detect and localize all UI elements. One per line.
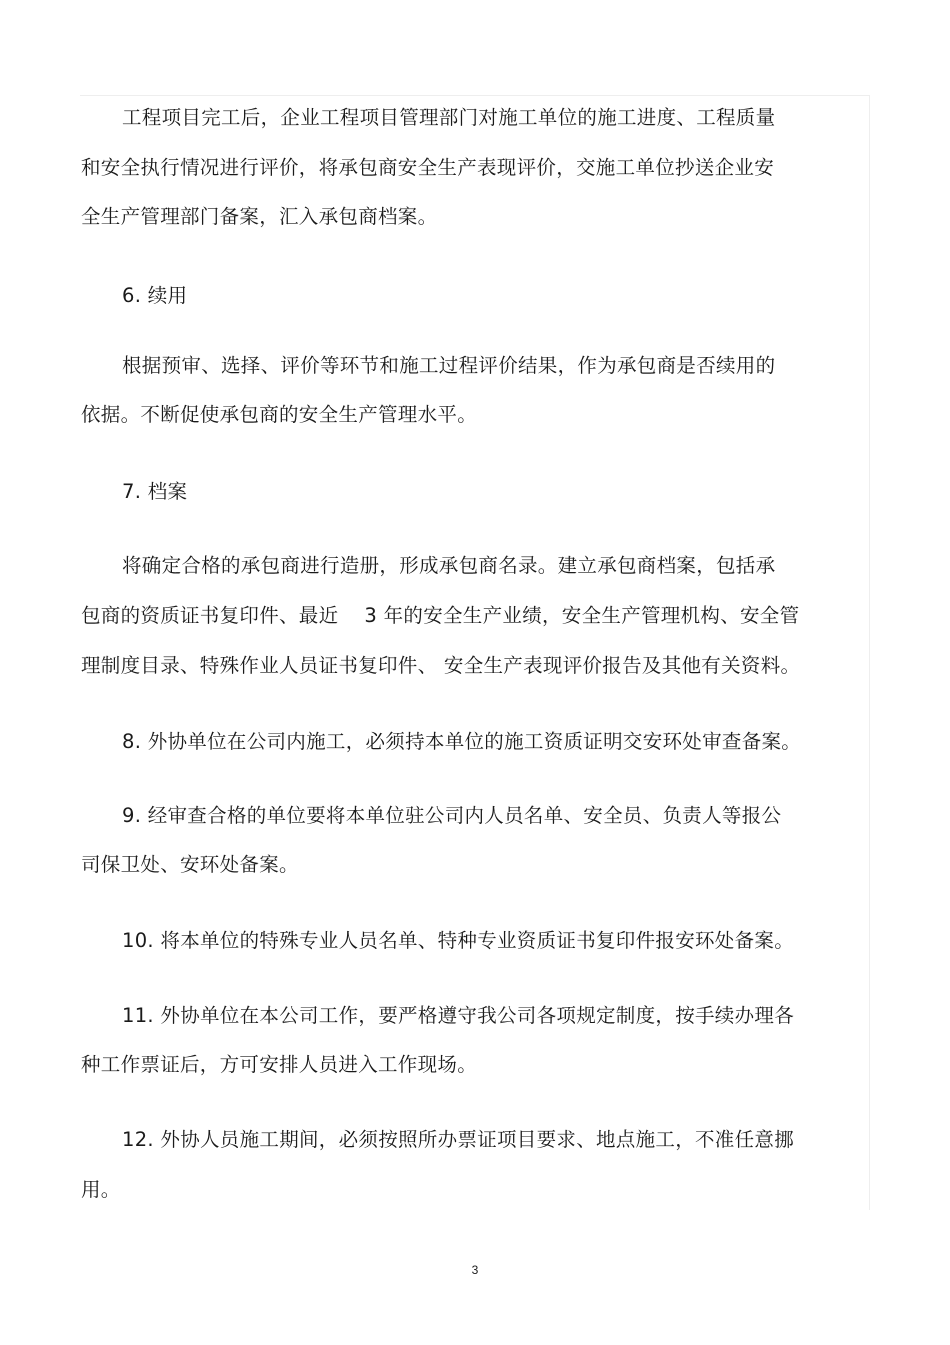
- heading-7-archive-line-1: 7. 档案: [122, 480, 188, 503]
- item-11-line-2: 种工作票证后，方可安排人员进入工作现场。: [81, 1053, 478, 1076]
- paragraph-archive-line-2: 包商的资质证书复印件、最近 3 年的安全生产业绩，安全生产管理机构、安全管: [81, 604, 800, 627]
- item-12-line-1: 12. 外协人员施工期间，必须按照所办票证项目要求、地点施工，不准任意挪: [122, 1128, 795, 1151]
- paragraph-archive-line-3: 理制度目录、特殊作业人员证书复印件、 安全生产表现评价报告及其他有关资料。: [81, 654, 801, 677]
- item-10-line-1: 10. 将本单位的特殊专业人员名单、特种专业资质证书复印件报安环处备案。: [122, 929, 795, 952]
- item-8-line-1: 8. 外协单位在公司内施工，必须持本单位的施工资质证明交安环处审查备案。: [122, 730, 802, 753]
- page-frame: [80, 95, 870, 1210]
- item-11-line-1: 11. 外协单位在本公司工作，要严格遵守我公司各项规定制度，按手续办理各: [122, 1004, 795, 1027]
- paragraph-archive-line-1: 将确定合格的承包商进行造册，形成承包商名录。建立承包商档案，包括承: [122, 554, 776, 577]
- page-number: 3: [471, 1263, 479, 1277]
- paragraph-evaluation-line-1: 工程项目完工后，企业工程项目管理部门对施工单位的施工进度、工程质量: [122, 106, 776, 129]
- item-9-line-2: 司保卫处、安环处备案。: [81, 853, 299, 876]
- heading-6-renewal-line-1: 6. 续用: [122, 284, 188, 307]
- paragraph-renewal-line-1: 根据预审、选择、评价等环节和施工过程评价结果，作为承包商是否续用的: [122, 354, 776, 377]
- paragraph-evaluation-line-3: 全生产管理部门备案，汇入承包商档案。: [81, 205, 438, 228]
- paragraph-renewal-line-2: 依据。不断促使承包商的安全生产管理水平。: [81, 403, 478, 426]
- paragraph-evaluation-line-2: 和安全执行情况进行评价，将承包商安全生产表现评价，交施工单位抄送企业安: [81, 156, 775, 179]
- item-12-line-2: 用。: [81, 1178, 121, 1201]
- item-9-line-1: 9. 经审查合格的单位要将本单位驻公司内人员名单、安全员、负责人等报公: [122, 804, 782, 827]
